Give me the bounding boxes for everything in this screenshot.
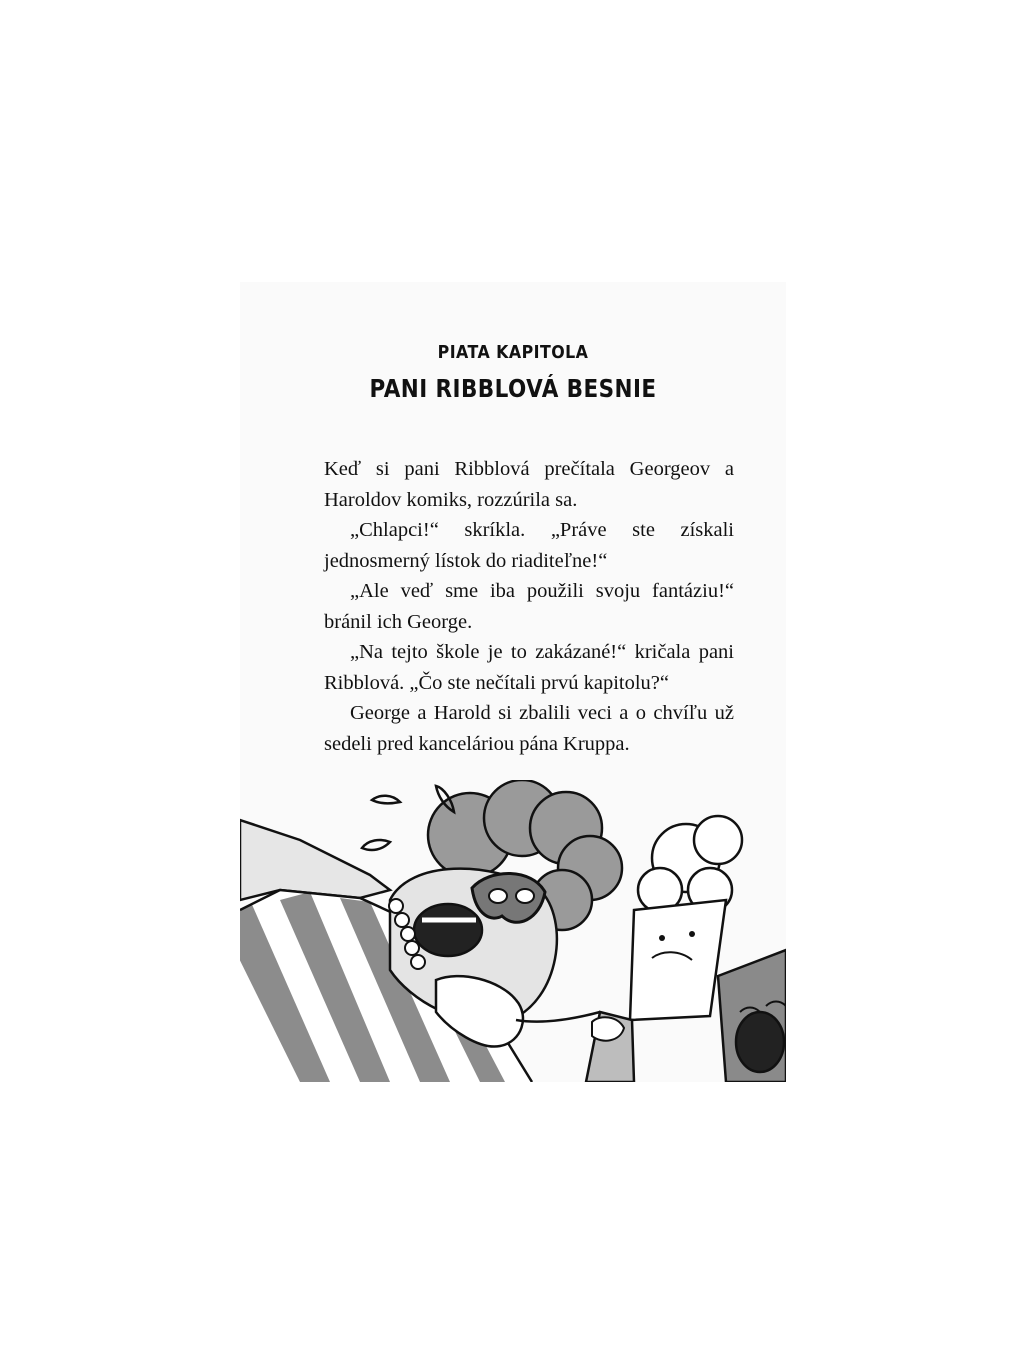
paragraph: George a Harold si zbalili veci a o chvíľu už sedeli pred kanceláriou pána Kruppa. (324, 702, 734, 755)
paragraph: „Ale veď sme iba použili svoju fantáziu!“ bránil ich George. (324, 580, 734, 633)
paragraph: Keď si pani Ribblová prečítala Georgeov a Haroldov komiks, rozzúrila sa. (324, 458, 734, 511)
cartoon-illustration-icon (240, 780, 786, 1082)
body-text (324, 454, 734, 759)
chapter-label: PIATA KAPITOLA (437, 342, 589, 363)
paragraph: „Chlapci!“ skríkla. „Práve ste získali jednosmerný lístok do riaditeľne!“ (324, 519, 734, 572)
paragraph: „Na tejto škole je to zakázané!“ kričala pani Ribblová. „Čo ste nečítali prvú kapitolu?“ (324, 641, 734, 694)
book-page (240, 282, 786, 1082)
chapter-title: PANI RIBBLOVÁ BESNIE (369, 374, 657, 403)
